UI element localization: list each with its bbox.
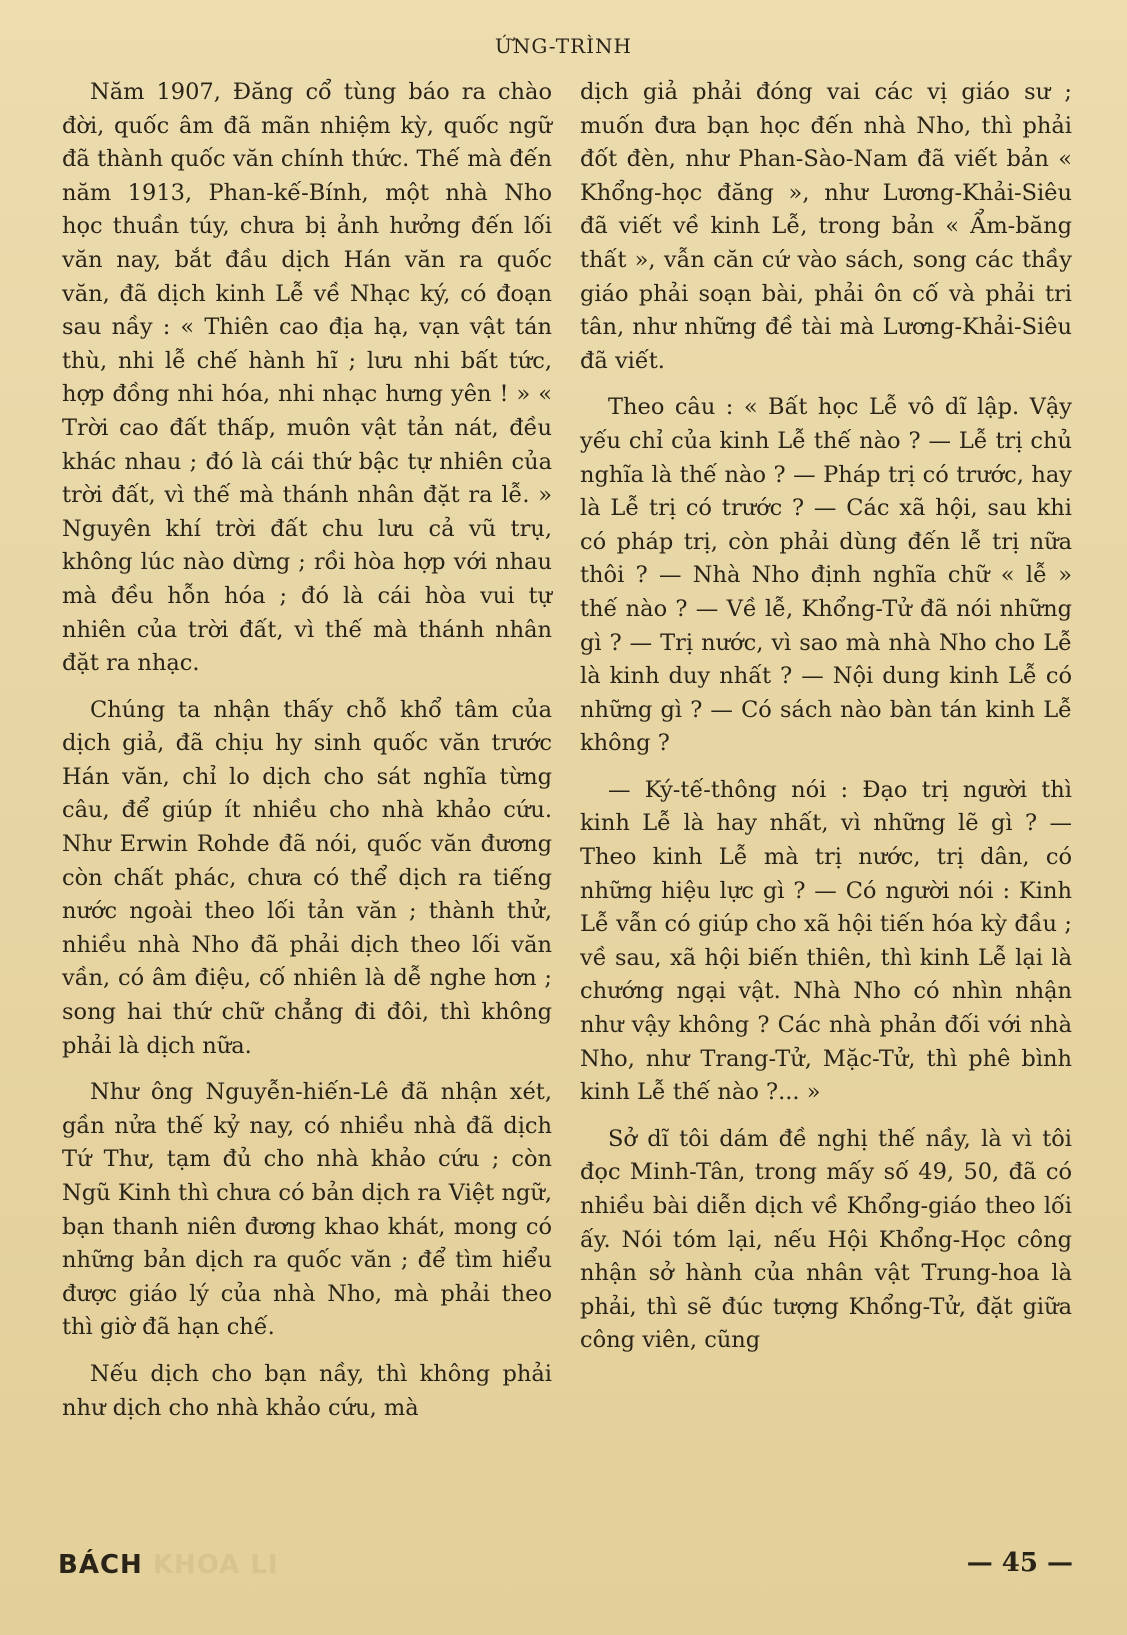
- paragraph: dịch giả phải đóng vai các vị giáo sư ; muốn đưa bạn học đến nhà Nho, thì phải đốt đèn, như Phan-Sào-Nam đã viết bản « Khổng-học đăng », như Lương-Khải-Siêu đã viết về kinh Lễ, trong bản « Ẩm-băng thất », vẫn căn cứ vào sách, song các thầy giáo phải soạn bài, phải ôn cố và phải tri tân, như những đề tài mà Lương-Khải-Siêu đã viết.: [580, 79, 1072, 374]
- page-number: — 45 —: [966, 1548, 1073, 1578]
- magazine-name-visible: BÁCH: [58, 1550, 143, 1580]
- paragraph: Sở dĩ tôi dám đề nghị thế nầy, là vì tôi đọc Minh-Tân, trong mấy số 49, 50, đã có nhiều bài diễn dịch về Khổng-giáo theo lối ấy. Nói tóm lại, nếu Hội Khổng-Học công nhận sở hành của nhân vật Trung-hoa là phải, thì sẽ đúc tượng Khổng-Tử, đặt giữa công viên, cũng: [580, 1125, 1072, 1354]
- magazine-name: [58, 1550, 279, 1580]
- paragraph: Năm 1907, Đăng cổ tùng báo ra chào đời, quốc âm đã mãn nhiệm kỳ, quốc ngữ đã thành quốc văn chính thức. Thế mà đến năm 1913, Phan-kế-Bính, một nhà Nho học thuần túy, chưa bị ảnh hưởng đến lối văn nay, bắt đầu dịch Hán văn ra quốc văn, đã dịch kinh Lễ về Nhạc ký, có đoạn sau nầy : « Thiên cao địa hạ, vạn vật tán thù, nhi lễ chế hành hĩ ; lưu nhi bất tức, hợp đồng nhi hóa, nhi nhạc hưng yên ! » « Trời cao đất thấp, muôn vật tản nát, đều khác nhau ; đó là cái thứ bậc tự nhiên của trời đất, vì thế mà thánh nhân đặt ra lễ. » Nguyên khí trời đất chu lưu cả vũ trụ, không lúc nào dừng ; rồi hòa hợp với nhau mà đều hỗn hóa ; đó là cái hòa vui tự nhiên của trời đất, vì thế mà thánh nhân đặt ra nhạc.: [62, 79, 552, 677]
- paragraph: — Ký-tế-thông nói : Đạo trị người thì kinh Lễ là hay nhất, vì những lẽ gì ? — Theo kinh Lễ mà trị nước, trị dân, có những hiệu lực gì ? — Có người nói : Kinh Lễ vẫn có giúp cho xã hội tiến hóa kỳ đầu ; về sau, xã hội biến thiên, thì kinh Lễ lại là chướng ngại vật. Nhà Nho có nhìn nhận như vậy không ? Các nhà phản đối với nhà Nho, như Trang-Tử, Mặc-Tử, thì phê bình kinh Lễ thế nào ?... »: [580, 776, 1072, 1106]
- paragraph: Như ông Nguyễn-hiến-Lê đã nhận xét, gần nửa thế kỷ nay, có nhiều nhà đã dịch Tứ Thư, tạm đủ cho nhà khảo cứu ; còn Ngũ Kinh thì chưa có bản dịch ra Việt ngữ, bạn thanh niên đương khao khát, mong có những bản dịch ra quốc văn ; để tìm hiểu được giáo lý của nhà Nho, mà phải theo thì giờ đã hạn chế.: [62, 1079, 552, 1341]
- paragraph: Nếu dịch cho bạn nầy, thì không phải như dịch cho nhà khảo cứu, mà: [62, 1360, 552, 1421]
- paragraph: Theo câu : « Bất học Lễ vô dĩ lập. Vậy yếu chỉ của kinh Lễ thế nào ? — Lễ trị chủ nghĩa là thế nào ? — Pháp trị có trước, hay là Lễ trị có trước ? — Các xã hội, sau khi có pháp trị, còn phải dùng đến lễ trị nữa thôi ? — Nhà Nho định nghĩa chữ « lễ » thế nào ? — Về lễ, Khổng-Tử đã nói những gì ? — Trị nước, vì sao mà nhà Nho cho Lễ là kinh duy nhất ? — Nội dung kinh Lễ có những gì ? — Có sách nào bàn tán kinh Lễ không ?: [580, 394, 1072, 757]
- running-header: ỨNG-TRÌNH: [495, 34, 632, 58]
- right-column: [580, 76, 1072, 1371]
- magazine-name-faded: KHOA LI: [152, 1550, 279, 1580]
- paragraph: Chúng ta nhận thấy chỗ khổ tâm của dịch giả, đã chịu hy sinh quốc văn trước Hán văn, chỉ lo dịch cho sát nghĩa từng câu, để giúp ít nhiều cho nhà khảo cứu. Như Erwin Rohde đã nói, quốc văn đương còn chất phác, chưa có thể dịch ra tiếng nước ngoài theo lối tản văn ; thành thử, nhiều nhà Nho đã phải dịch theo lối văn vần, có âm điệu, cố nhiên là dễ nghe hơn ; song hai thứ chữ chẳng đi đôi, thì không phải là dịch nữa.: [62, 696, 552, 1059]
- left-column: [62, 76, 552, 1438]
